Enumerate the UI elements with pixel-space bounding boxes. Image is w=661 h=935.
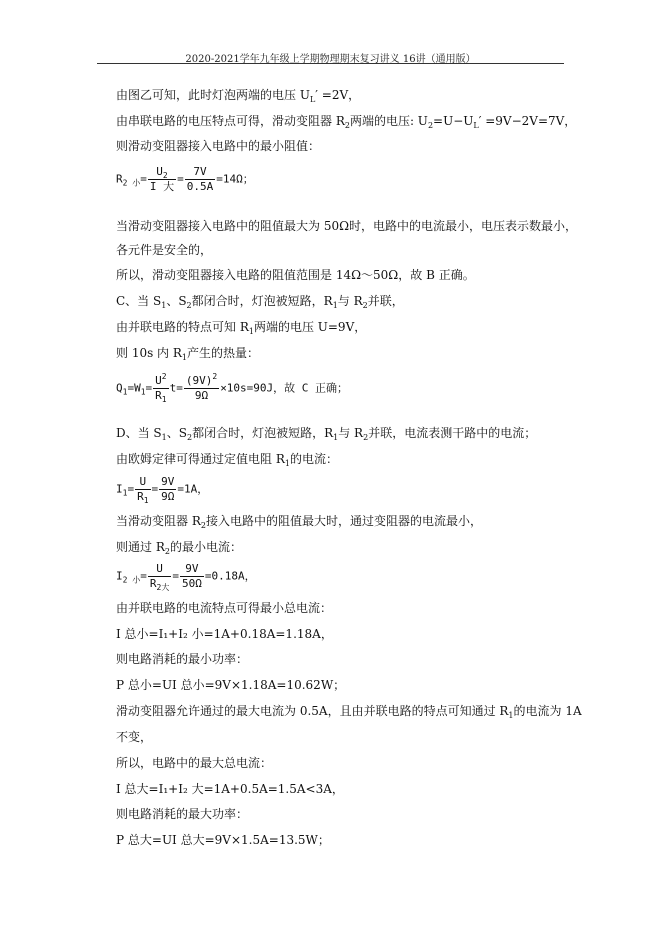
numerator: U [155,374,162,387]
equation-q1: $Q_1=W_1=$ $\frac{U^2}{R_1}$ t= $\frac{(9V)^2}{9\Omega}$ ×10s=90J，故 C 正确； [116,372,349,404]
fraction [159,475,176,504]
denominator: R [155,389,162,402]
fraction [148,165,176,194]
subscript: 2 [186,301,192,310]
text: 、S [166,294,187,308]
equation-i2-min: $I_{2 小}=$ $\frac{U}{R_{2大}}$ = $\frac{9V}{50\Omega}$ =0.18A， [116,562,256,592]
subscript: 1 [508,711,514,720]
text: 由并联电路的特点可知 R [116,320,249,334]
text-line-2 [116,113,576,129]
text: =W [127,381,141,395]
fraction [180,562,204,591]
denominator: 50Ω [181,577,202,590]
text: 的电流： [289,452,338,466]
text: D、当 S [116,426,162,440]
numerator: U [135,475,150,490]
text: I [116,482,123,496]
text: 并联， [367,294,404,308]
text: 由欧姆定律可得通过定值电阻 R [116,452,285,466]
text: =14Ω； [216,172,254,186]
denominator: 9Ω [161,490,175,503]
subscript: 1 [161,433,167,442]
header-divider [97,63,564,64]
text-line-26: 则电路消耗的最大功率： [116,807,249,821]
fraction [153,374,168,403]
text: Q [116,381,123,395]
text: 与 R [338,426,364,440]
text-line-10 [116,345,259,361]
text: 由串联电路的电压特点可得，滑动变阻器 R [116,114,345,128]
text-line-12 [116,425,536,441]
text: 两端的电压: U [349,114,428,128]
fraction [148,562,171,591]
text: 则 10s 内 R [116,346,182,360]
text: =U−U [433,114,474,128]
subscript: 1 [161,395,167,404]
subscript: 1 [122,387,128,397]
subscript: 2 [200,521,206,530]
subscript: 2 [362,301,368,310]
subscript: 2 [344,121,350,130]
subscript: 1 [248,327,254,336]
superscript: 2 [212,372,218,381]
numerator: 7V [185,165,216,180]
text-line-24: 所以，电路中的最大总电流： [116,756,273,770]
text-line-1 [116,87,360,103]
text-line-25: I 总大=I₁+I₂ 大=1A+0.5A=1.5A<3A， [116,782,344,796]
numerator: U [148,562,171,577]
text: 两端的电压 U=9V， [253,320,367,334]
subscript: 1 [284,459,290,468]
denominator: 0.5A [186,180,214,193]
text-line-8 [116,293,404,309]
subscript: 1 [122,488,128,498]
fraction [184,374,219,403]
text: 的电流为 1A [513,704,582,718]
text-line-9 [116,319,366,335]
denominator: 9Ω [194,389,209,402]
subscript: 2 [363,433,369,442]
text: =1A， [177,482,209,496]
text: 都闭合时，灯泡被短路，R [192,426,334,440]
text: 的最小电流： [169,540,242,554]
subscript: 1 [143,496,149,505]
subscript: 2 小 [122,575,141,585]
subscript: 2 [164,547,170,556]
subscript: 2 小 [122,178,141,188]
subscript: 2 [427,121,434,130]
subscript: 1 [181,353,188,362]
text: =0.18A， [204,569,256,583]
subscript: L [309,95,316,104]
text: ′ =9V−2V=7V， [478,114,577,128]
text-line-16 [116,539,242,555]
text-line-20: 则电路消耗的最小功率： [116,652,249,666]
fraction [135,475,150,504]
text-line-22 [116,703,582,719]
text-line-13 [116,451,338,467]
fraction [185,165,216,194]
subscript: 2大 [156,583,170,592]
numerator: U [156,165,163,178]
text: 由图乙可知，此时灯泡两端的电压 U [116,88,310,102]
text-line-27: P 总大=UI 总大=9V×1.5A=13.5W； [116,833,330,847]
equation-r2-min: $R_{2 小}=$ $\frac{U_2}{\text{I 大}}$ = $\frac{7V}{0.5A}$ =14Ω； [116,165,254,193]
text-line-21: P 总小=UI 总小=9V×1.18A=10.62W； [116,678,346,692]
text-line-23: 不变， [116,730,153,744]
numerator: 9V [161,475,175,488]
text: 产生的热量： [187,346,260,360]
text-line-3: 则滑动变阻器接入电路中的最小阻值： [116,139,321,153]
text-line-15 [116,513,482,529]
denominator: R [149,577,157,590]
text: 、S [166,426,187,440]
text-line-6: 各元件是安全的， [116,243,213,257]
text: 并联，电流表测干路中的电流； [368,426,537,440]
text-line-5: 当滑动变阻器接入电路中的阻值最大为 50Ω时，电路中的电流最小，电压表示数最小， [116,219,578,233]
text: 滑动变阻器允许通过的最大电流为 0.5A，且由并联电路的特点可知通过 R [116,704,509,718]
subscript: 1 [140,387,146,397]
text: R [116,172,123,186]
text: 都闭合时，灯泡被短路，R [191,294,333,308]
text-line-7: 所以，滑动变阻器接入电路的阻值范围是 14Ω～50Ω，故 B 正确。 [116,268,475,282]
subscript: 1 [332,301,338,310]
text: 接入电路中的阻值最大时，通过变阻器的电流最小， [205,514,482,528]
subscript: 1 [333,433,339,442]
denominator: I 大 [149,180,175,193]
subscript: 2 [187,433,193,442]
page-header: 2020-2021学年九年级上学期物理期末复习讲义 16讲（通用版） [185,54,476,65]
text: ×10s=90J，故 C 正确； [220,381,349,395]
numerator: 9V [180,562,204,577]
subscript: 1 [161,301,167,310]
equation-i1: $I_1=$ $\frac{U}{R_1}$ = $\frac{9V}{9\Omega}$ =1A， [116,475,209,505]
text: 当滑动变阻器 R [116,514,201,528]
text: t= [169,381,183,395]
subscript: L [473,121,479,130]
text: 则通过 R [116,540,165,554]
text: C、当 S [116,294,162,308]
denominator: R [137,490,144,503]
subscript: 2 [162,171,168,180]
text: ′ =2V， [315,88,361,102]
text-line-18: 由并联电路的电流特点可得最小总电流： [116,601,333,615]
superscript: 2 [161,372,167,381]
text: I [116,569,123,583]
text-line-19: I 总小=I₁+I₂ 小=1A+0.18A=1.18A， [116,627,333,641]
text: 与 R [337,294,363,308]
numerator: (9V) [185,374,213,387]
